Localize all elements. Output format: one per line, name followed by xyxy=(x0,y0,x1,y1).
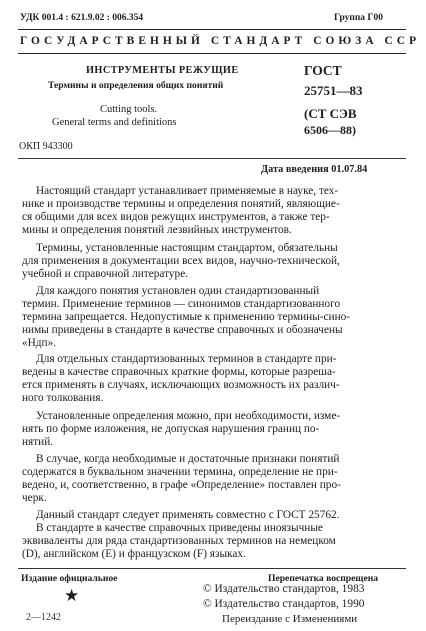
gost-label: ГОСТ xyxy=(304,63,342,78)
paragraph-line: ведены в качестве справочных краткие формы, которые разреша- xyxy=(22,366,336,379)
banner-rule xyxy=(18,53,406,54)
paragraph-scope xyxy=(22,185,390,237)
paragraph-literal-meaning xyxy=(22,453,390,505)
paragraph-line: ного толкования. xyxy=(22,392,104,405)
paragraph-line: ся общими для всех видов режущих инструментов, а также тер- xyxy=(22,211,330,224)
reissue-note: Переиздание с Изменениями xyxy=(222,613,358,625)
udk-code: УДК 001.4 : 621.9.02 : 006.354 xyxy=(20,13,144,23)
paragraph-mandatory xyxy=(22,242,390,281)
paragraph-line: содержатся в буквальном значении термина, определение не при- xyxy=(22,466,338,479)
paragraph-line: Термины, установленные настоящим стандартом, обязательны xyxy=(36,242,338,254)
paragraph-line: нять по форме изложения, не допуская нарушения границ по- xyxy=(22,423,320,436)
top-rule xyxy=(18,29,406,30)
paragraph-line: нятий. xyxy=(22,436,54,449)
paragraph-synonyms xyxy=(22,285,390,350)
document-title: ИНСТРУМЕНТЫ РЕЖУЩИЕ xyxy=(86,65,239,76)
state-standard-banner: ГОСУДАРСТВЕННЫЙ СТАНДАРТ СОЮЗА ССР xyxy=(20,35,421,47)
copyright-1990: © Издательство стандартов, 1990 xyxy=(203,598,365,610)
paragraph-line: В стандарте в качестве справочных приведены иноязычные xyxy=(36,522,323,535)
paragraph-line: термина запрещается. Недопустимые к применению термины-сино- xyxy=(22,311,351,324)
paragraph-line: Для отдельных стандартизованных терминов в стандарте при- xyxy=(36,353,337,365)
page-mark: 2—1242 xyxy=(26,612,61,623)
english-title-line-2: General terms and definitions xyxy=(52,117,177,128)
copyright-1983: © Издательство стандартов, 1983 xyxy=(203,583,365,595)
okp-code: ОКП 943300 xyxy=(19,141,73,152)
paragraph-line: для применения в документации всех видов, научно-технической, xyxy=(22,255,340,268)
introduction-date: Дата введения 01.07.84 xyxy=(261,164,368,175)
paragraph-foreign-equivalents xyxy=(22,509,390,561)
st-sev-line-2: 6506—88) xyxy=(304,123,356,137)
paragraph-line: В случае, когда необходимые и достаточные признаки понятий xyxy=(36,453,340,465)
paragraph-line: (D), английском (E) и французском (F) языках. xyxy=(22,548,246,561)
paragraph-line: эквиваленты для ряда стандартизованных терминов на немецком xyxy=(22,535,336,548)
paragraph-line: мины и определения понятий лезвийных инструментов. xyxy=(22,224,292,237)
paragraph-line: термин. Применение терминов — синонимов стандартизованного xyxy=(22,298,341,311)
paragraph-line: нике и производстве термины и определения понятий, являющие- xyxy=(22,198,340,211)
paragraph-line: Для каждого понятия установлен один стандартизованный xyxy=(36,285,320,297)
paragraph-definitions xyxy=(22,410,390,449)
star-icon: ★ xyxy=(64,586,80,605)
official-edition-label: Издание официальное xyxy=(21,573,118,584)
paragraph-line: ведено, и, соответственно, в графе «Определение» поставлен про- xyxy=(22,479,341,492)
title-block-rule xyxy=(18,158,406,159)
paragraph-line: учебной и справочной литературе. xyxy=(22,268,189,281)
paragraph-line: Установленные определения можно, при необходимости, изме- xyxy=(36,410,341,422)
st-sev-line-1: (СТ СЭВ xyxy=(304,106,357,121)
english-title-line-1: Cutting tools. xyxy=(100,104,158,115)
paragraph-line: Настоящий стандарт устанавливает применяемые в науке, тех- xyxy=(36,185,339,197)
paragraph-short-forms xyxy=(22,353,390,405)
paragraph-line: черк. xyxy=(22,492,47,505)
gost-number: 25751—83 xyxy=(304,83,363,98)
group-code: Группа Г00 xyxy=(334,13,383,23)
paragraph-line: «Ндп». xyxy=(22,337,57,350)
paragraph-line: нимы приведены в стандарте в качестве справочных и обозначены xyxy=(22,324,343,337)
document-subtitle: Термины и определения общих понятий xyxy=(48,80,224,91)
reprint-prohibited-label: Перепечатка воспрещена xyxy=(268,573,379,584)
footer-rule xyxy=(18,568,406,569)
paragraph-line: Данный стандарт следует применять совместно с ГОСТ 25762. xyxy=(36,509,340,521)
paragraph-line: ется применять в случаях, исключающих возможность их различ- xyxy=(22,379,340,392)
